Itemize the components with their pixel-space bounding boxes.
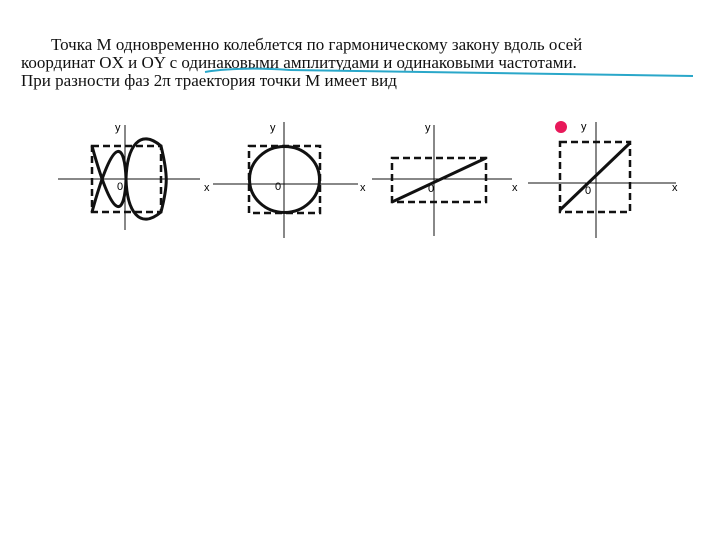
origin-label: 0 xyxy=(585,185,592,197)
y-axis-label: y xyxy=(115,122,121,134)
origin-label: 0 xyxy=(275,181,282,193)
question-line-2: координат OX и OY с одинаковыми амплитудами и одинаковыми частотами. xyxy=(21,53,577,72)
y-axis-label: y xyxy=(581,121,587,133)
option-shallow-line[interactable] xyxy=(372,122,518,236)
question-line-3: При разности фаз 2π траектория точки М имеет вид xyxy=(21,71,397,90)
x-axis-label: x xyxy=(512,182,518,194)
option-circle[interactable] xyxy=(213,122,366,238)
x-axis-label: x xyxy=(204,182,210,194)
selected-answer-marker xyxy=(555,121,567,133)
trajectory-line xyxy=(560,143,630,210)
y-axis-label: y xyxy=(425,122,431,134)
x-axis-label: x xyxy=(672,182,678,194)
option-diagonal-line[interactable] xyxy=(528,121,678,238)
origin-label: 0 xyxy=(117,181,124,193)
option-figure-eight[interactable] xyxy=(58,122,210,230)
y-axis-label: y xyxy=(270,122,276,134)
origin-label: 0 xyxy=(428,183,435,195)
question-line-1: Точка М одновременно колеблется по гармоническому закону вдоль осей xyxy=(51,35,583,54)
x-axis-label: x xyxy=(360,182,366,194)
trajectory-line xyxy=(392,158,486,202)
